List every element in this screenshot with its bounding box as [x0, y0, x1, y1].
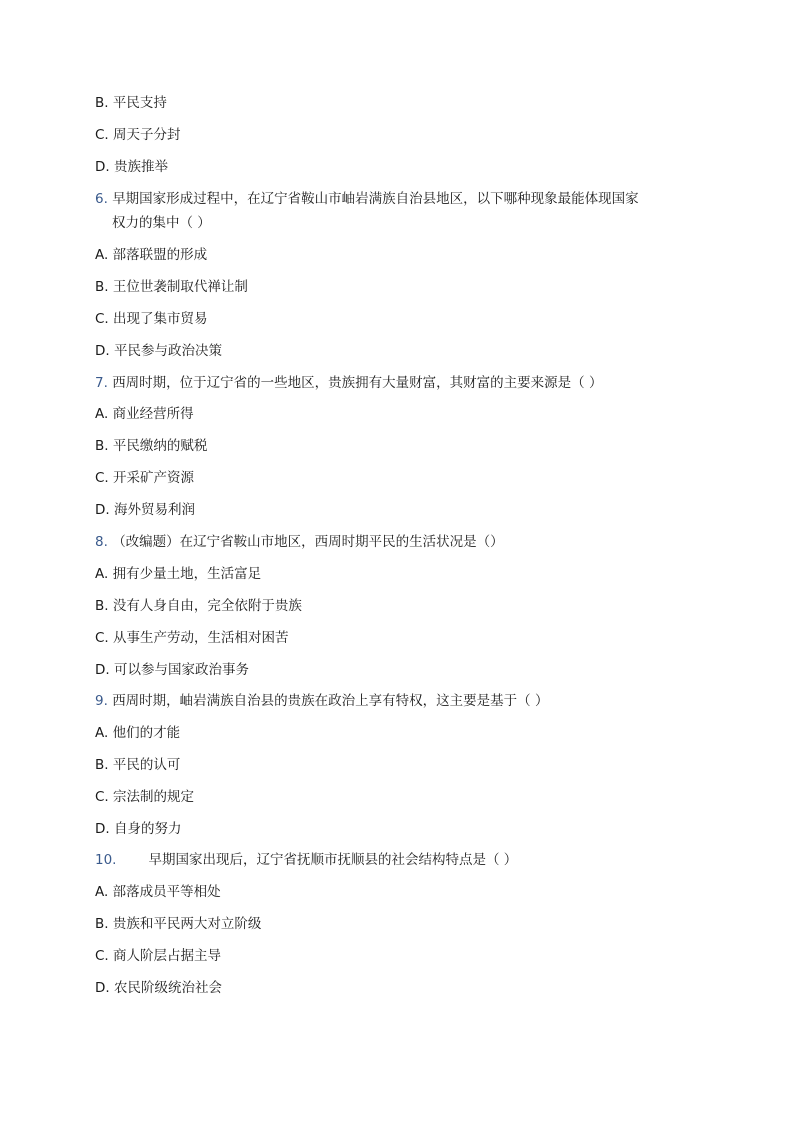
option-7c: C. 开采矿产资源: [95, 470, 195, 486]
question-text: 西周时期，位于辽宁省的一些地区，贵族拥有大量财富，其财富的主要来源是（ ）: [112, 375, 603, 391]
option-7b: B. 平民缴纳的赋税: [95, 438, 208, 454]
option-7a: A. 商业经营所得: [95, 406, 194, 422]
question-9: [95, 692, 548, 710]
option-6c: C. 出现了集市贸易: [95, 311, 208, 327]
question-10: [95, 851, 517, 869]
option-8d: D. 可以参与国家政治事务: [95, 662, 249, 678]
question-6: [95, 190, 639, 208]
option-5c: C. 周天子分封: [95, 127, 181, 143]
option-9a: A. 他们的才能: [95, 725, 181, 741]
option-10a: A. 部落成员平等相处: [95, 884, 221, 900]
question-number: 8.: [95, 534, 108, 550]
option-6b: B. 王位世袭制取代禅让制: [95, 279, 248, 295]
option-9c: C. 宗法制的规定: [95, 789, 195, 805]
question-number: 10.: [95, 852, 117, 868]
option-7d: D. 海外贸易利润: [95, 502, 195, 518]
question-number: 6.: [95, 191, 108, 207]
option-6a: A. 部落联盟的形成: [95, 247, 208, 263]
question-number: 9.: [95, 693, 108, 709]
question-8: [95, 533, 504, 551]
option-8a: A. 拥有少量土地，生活富足: [95, 566, 262, 582]
option-5d: D. 贵族推举: [95, 159, 168, 175]
option-9d: D. 自身的努力: [95, 821, 182, 837]
option-9b: B. 平民的认可: [95, 757, 181, 773]
option-8b: B. 没有人身自由，完全依附于贵族: [95, 598, 302, 614]
question-6-continuation: 权力的集中（ ）: [112, 215, 211, 231]
question-text: 早期国家形成过程中，在辽宁省鞍山市岫岩满族自治县地区，以下哪种现象最能体现国家: [112, 191, 639, 207]
question-number: 7.: [95, 375, 108, 391]
option-5b: B. 平民支持: [95, 95, 167, 111]
question-text: （改编题）在辽宁省鞍山市地区，西周时期平民的生活状况是（）: [112, 534, 504, 550]
question-text: 早期国家出现后，辽宁省抚顺市抚顺县的社会结构特点是（ ）: [148, 852, 518, 868]
option-10b: B. 贵族和平民两大对立阶级: [95, 916, 262, 932]
option-10c: C. 商人阶层占据主导: [95, 948, 222, 964]
option-10d: D. 农民阶级统治社会: [95, 980, 222, 996]
question-7: [95, 374, 602, 392]
option-8c: C. 从事生产劳动，生活相对困苦: [95, 630, 289, 646]
question-text: 西周时期，岫岩满族自治县的贵族在政治上享有特权，这主要是基于（ ）: [112, 693, 549, 709]
option-6d: D. 平民参与政治决策: [95, 343, 222, 359]
